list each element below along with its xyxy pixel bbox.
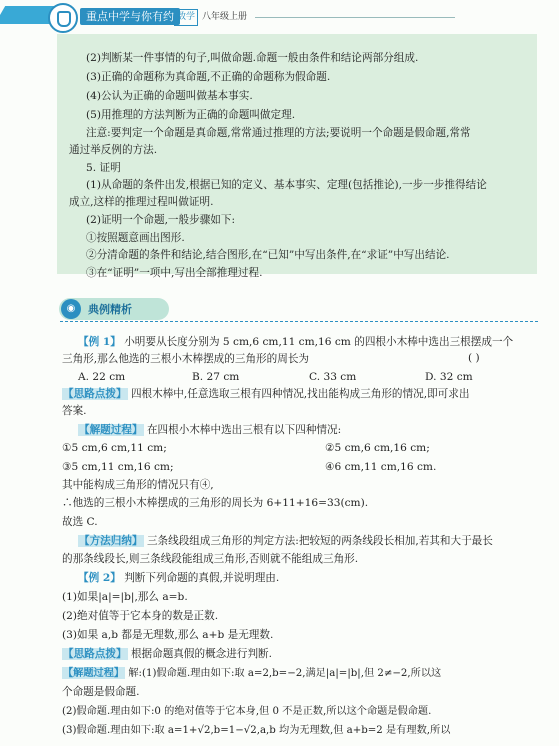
- example2-tag: 【例 2】: [78, 572, 121, 584]
- knowledge-line: 注意:要判定一个命题是真命题,常常通过推理的方法;要说明一个命题是假命题,常常: [86, 127, 471, 139]
- section-divider: [60, 321, 538, 323]
- case-2: ②5 cm,6 cm,16 cm;: [325, 442, 430, 454]
- header-divider: [255, 17, 455, 18]
- magnifier-icon: ◉: [61, 299, 81, 319]
- section-title: 典例精析: [88, 303, 132, 316]
- grade-label: 八年级上册: [202, 12, 248, 22]
- example1-hint: 【思路点拨】 四根木棒中,任意选取三根有四种情况,找出能构成三角形的情况,即可求出: [63, 388, 470, 400]
- knowledge-line: 5. 证明: [86, 162, 121, 174]
- knowledge-line: (2)判断某一件事情的句子,叫做命题.命题一般由条件和结论两部分组成.: [86, 52, 419, 64]
- example1-tag: 【例 1】: [78, 336, 121, 348]
- case-3: ③5 cm,11 cm,16 cm;: [62, 461, 174, 473]
- knowledge-line: (2)证明一个命题,一般步骤如下:: [86, 214, 236, 226]
- knowledge-line: 成立,这样的推理过程叫做证明.: [69, 196, 214, 208]
- solution-line: 个命题是假命题.: [62, 686, 140, 698]
- hint-tag: 【思路点拨】: [63, 648, 127, 660]
- option-b: B. 27 cm: [192, 371, 240, 383]
- example1-method: 【方法归纳】 三条线段组成三角形的判定方法:把较短的两条线段长相加,若其和大于最长: [79, 535, 493, 547]
- example1-method-cont: 的那条线段长,则三条线段能组成三角形,否则就不能组成三角形.: [62, 553, 359, 565]
- knowledge-line: ③在“证明”一项中,写出全部推理过程.: [86, 267, 263, 279]
- series-title: 重点中学与你有约: [80, 8, 180, 25]
- knowledge-line: ①按照题意画出图形.: [86, 232, 185, 244]
- solution-line: 其中能构成三角形的情况只有④,: [62, 479, 214, 491]
- example1-question: 【例 1】 小明要从长度分别为 5 cm,6 cm,11 cm,16 cm 的四根小木棒中选出三根摆成一个: [78, 336, 514, 348]
- answer-paren: ( ): [468, 352, 480, 364]
- example1-question-cont: 三角形,那么他选的三根小木棒摆成的三角形的周长为: [62, 353, 310, 365]
- solution-line: 故选 C.: [62, 516, 98, 528]
- solution-line: (3)假命题.理由如下:取 a=1+√2,b=1−√2,a,b 均为无理数,但 a+b=2 是有理数,所以: [62, 725, 451, 736]
- knowledge-line: 通过举反例的方法.: [69, 144, 158, 156]
- solution-line: (2)假命题.理由如下:0 的绝对值等于它本身,但 0 不是正数,所以这个命题是假命题.: [62, 706, 432, 717]
- example1-hint-cont: 答案.: [62, 405, 87, 417]
- example2-item: (3)如果 a,b 都是无理数,那么 a+b 是无理数.: [62, 629, 274, 641]
- solution-line: ∴他选的三根小木棒摆成的三角形的周长为 6+11+16=33(cm).: [62, 497, 369, 509]
- knowledge-line: (3)正确的命题称为真命题,不正确的命题称为假命题.: [86, 71, 331, 83]
- option-d: D. 32 cm: [425, 371, 473, 383]
- case-1: ①5 cm,6 cm,11 cm;: [62, 442, 167, 454]
- knowledge-line: ②分清命题的条件和结论,结合图形,在“已知”中写出条件,在“求证”中写出结论.: [86, 249, 450, 261]
- example2-item: (2)绝对值等于它本身的数是正数.: [62, 610, 219, 622]
- example2-solution: 【解题过程】 解:(1)假命题.理由如下:取 a=2,b=−2,满足|a|=|b|,但 2≠−2,所以这: [63, 667, 442, 679]
- method-tag: 【方法归纳】: [79, 535, 143, 547]
- example1-solution: 【解题过程】 在四根小木棒中选出三根有以下四种情况:: [79, 424, 342, 436]
- page-header: [0, 0, 559, 32]
- example2-hint: 【思路点拨】 根据命题真假的概念进行判断.: [63, 648, 273, 660]
- knowledge-line: (4)公认为正确的命题叫做基本事实.: [86, 90, 253, 102]
- case-4: ④6 cm,11 cm,16 cm.: [325, 461, 437, 473]
- option-a: A. 22 cm: [78, 371, 126, 383]
- solution-tag: 【解题过程】: [63, 667, 125, 679]
- subject-badge: 数学: [174, 9, 198, 26]
- example2-item: (1)如果|a|=|b|,那么 a=b.: [62, 591, 188, 603]
- knowledge-line: (5)用推理的方法判断为正确的命题叫做定理.: [86, 109, 296, 121]
- option-c: C. 33 cm: [309, 371, 357, 383]
- hint-tag: 【思路点拨】: [63, 388, 127, 400]
- example2-question: 【例 2】 判断下列命题的真假,并说明理由.: [78, 572, 280, 584]
- book-logo-icon: [48, 3, 78, 33]
- solution-tag: 【解题过程】: [79, 424, 143, 436]
- knowledge-line: (1)从命题的条件出发,根据已知的定义、基本事实、定理(包括推论),一步一步推得结论: [86, 179, 487, 191]
